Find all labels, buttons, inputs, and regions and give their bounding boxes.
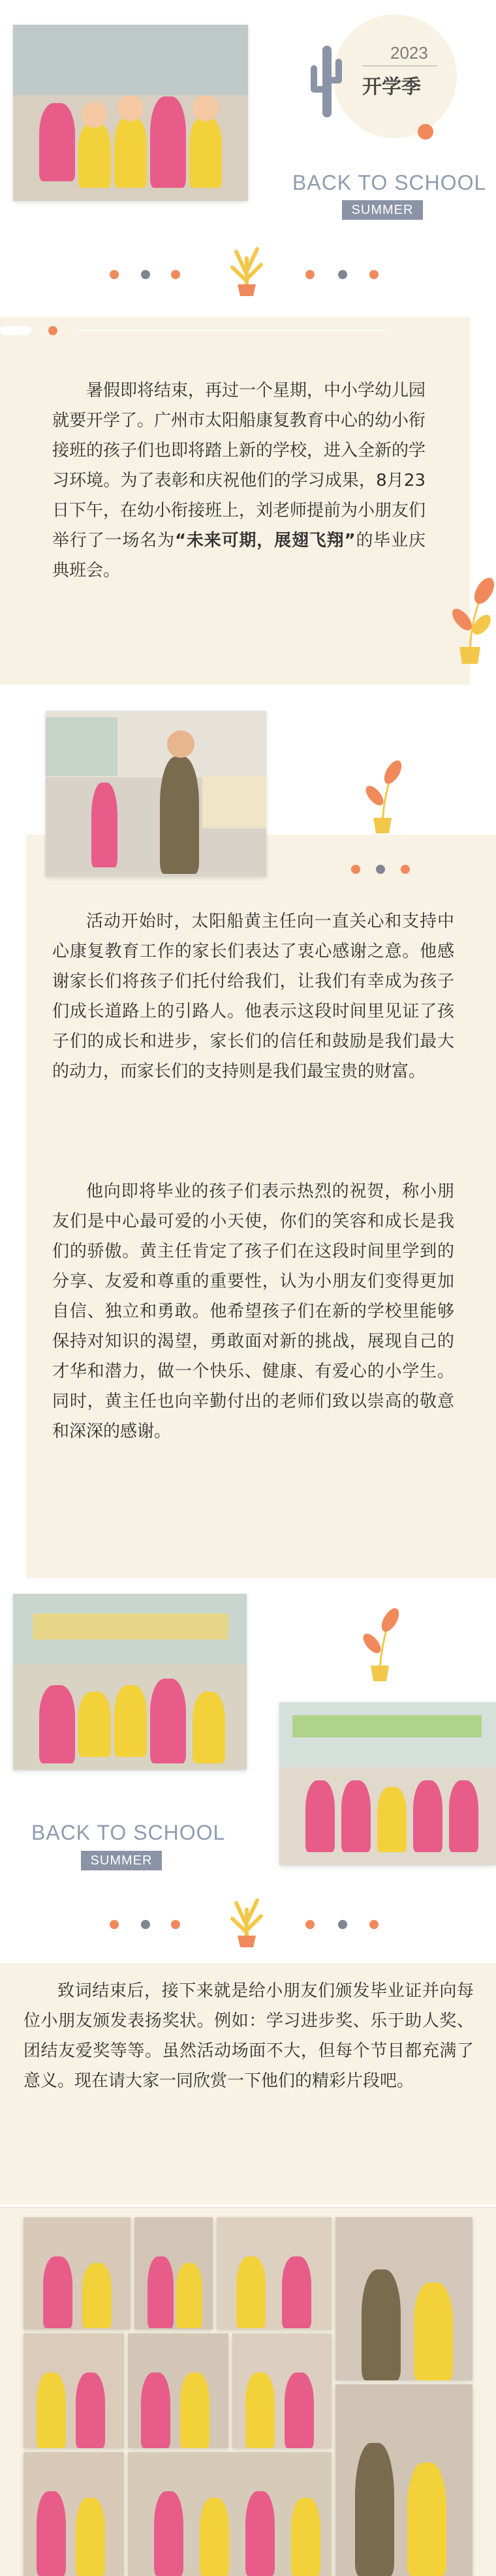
decor-dot xyxy=(401,865,410,874)
award-photo xyxy=(23,2217,131,2329)
bts-title: BACK TO SCHOOL xyxy=(292,171,487,194)
cactus-icon xyxy=(307,39,346,124)
awards-paragraph: 致词结束后，接下来就是给小朋友们颁发毕业证并向每位小朋友颁发表扬奖状。例如：学习进步奖、乐于助人奖、团结友爱奖等等。虽然活动场面不大，但每个节目都充满了意义。现在请大家一同欣赏一下他们的精彩片段吧。 xyxy=(23,1981,474,2091)
decor-dot xyxy=(351,865,360,874)
decor-dot xyxy=(141,270,150,279)
speech-paragraph-1: 活动开始时，太阳船黄主任向一直关心和支持中心康复教育工作的家长们表达了衷心感谢之意。他感谢家长们将孩子们托付给我们，让我们有幸成为孩子们成长道路上的引路人。他表示这段时间里见证了孩子们的成长和进步，家长们的信任和鼓励是我们最大的动力，而家长们的支持则是我们最宝贵的财富。 xyxy=(52,912,454,1081)
decor-dot xyxy=(418,124,433,140)
decor-dot xyxy=(369,270,379,279)
decor-dot xyxy=(171,270,180,279)
bts-tag: SUMMER xyxy=(342,200,423,220)
decor-bar xyxy=(12,738,38,747)
director-speech-photo xyxy=(46,711,266,876)
award-photo xyxy=(128,2333,228,2448)
leaf-plant-icon xyxy=(360,756,406,835)
decor-dot xyxy=(305,270,315,279)
intro-text-after: 的毕业庆典班会。 xyxy=(52,531,426,580)
decor-dot xyxy=(305,1920,315,1929)
coral-plant-icon xyxy=(227,239,266,297)
intro-text-before: 暑假即将结束，再过一个星期，中小学幼儿园就要开学了。广州市太阳船康复教育中心的幼小衔接班的孩子们也即将踏上新的学校，进入全新的学习环境。为了表彰和庆祝他们的学习成果，8月23日下午，在幼小衔接班上，刘老师提前为小朋友们举行了一场名为 xyxy=(52,381,426,550)
leaf-plant-icon xyxy=(448,574,496,665)
decor-dot xyxy=(171,1920,180,1929)
award-photo xyxy=(23,2452,124,2576)
award-photo xyxy=(128,2452,332,2576)
award-photo xyxy=(335,2384,473,2576)
leaf-plant-icon xyxy=(358,1604,403,1683)
group-dance-photo xyxy=(13,1594,247,1770)
decor-bar xyxy=(12,783,38,792)
decor-dot xyxy=(338,1920,347,1929)
bts-title: BACK TO SCHOOL xyxy=(31,1821,226,1844)
teachers-photo xyxy=(279,1702,496,1865)
award-photo xyxy=(232,2333,332,2448)
header-divider xyxy=(362,65,437,67)
award-photo xyxy=(217,2217,332,2329)
award-photo xyxy=(23,2333,124,2448)
decor-dot xyxy=(48,326,57,335)
decor-line xyxy=(78,330,385,331)
award-photo xyxy=(335,2217,473,2380)
speech-paragraph-2: 他向即将毕业的孩子们表示热烈的祝贺，称小朋友们是中心最可爱的小天使，你们的笑容和成长是我们的骄傲。黄主任肯定了孩子们在这段时间里学到的分享、友爱和尊重的重要性，认为小朋友们变得更加自信、独立和勇敢。他希望孩子们在新的学校里能够保持对知识的渴望，勇敢面对新的挑战，展现自己的才华和潜力，做一个快乐、健康、有爱心的小学生。同时，黄主任也向辛勤付出的老师们致以崇高的敬意和深深的感谢。 xyxy=(52,1182,454,1441)
decor-dot xyxy=(110,270,119,279)
coral-plant-icon xyxy=(227,1890,266,1949)
bts-tag: SUMMER xyxy=(81,1851,162,1870)
header-season: 开学季 xyxy=(362,76,421,98)
event-title: “未来可期，展翅飞翔” xyxy=(174,531,356,550)
award-photo xyxy=(134,2217,213,2329)
decor-dot xyxy=(338,270,347,279)
decor-dot xyxy=(141,1920,150,1929)
decor-dot xyxy=(369,1920,379,1929)
decor-dot xyxy=(376,865,385,874)
header-year: 2023 xyxy=(390,43,428,63)
group-photo-top xyxy=(13,25,248,201)
decor-bar xyxy=(0,326,31,335)
intro-paragraph xyxy=(52,376,426,586)
decor-dot xyxy=(110,1920,119,1929)
